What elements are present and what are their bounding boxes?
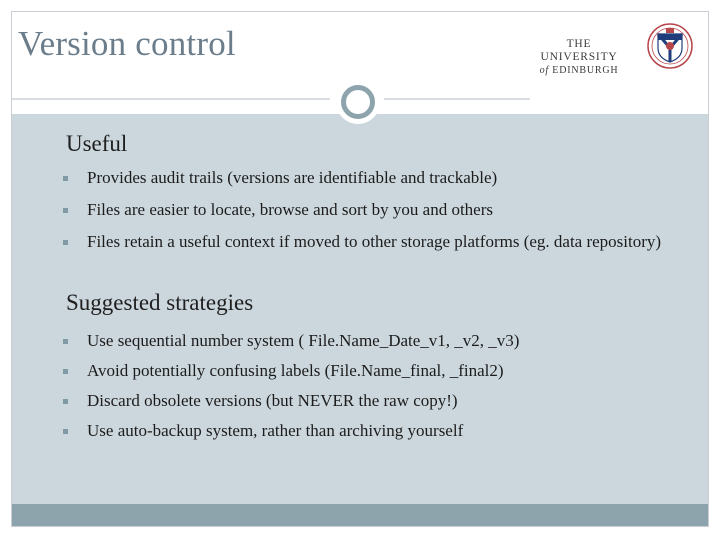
title-rule-left bbox=[12, 98, 330, 100]
logo-line-2 bbox=[527, 64, 631, 77]
bullet-marker bbox=[63, 208, 68, 213]
list-item: Discard obsolete versions (but NEVER the raw copy!) bbox=[63, 391, 519, 421]
title-rule-right bbox=[384, 98, 530, 100]
list-item: Files retain a useful context if moved to other storage platforms (eg. data repository) bbox=[63, 232, 667, 252]
logo-line-1: THE UNIVERSITY bbox=[540, 38, 618, 63]
list-item: Provides audit trails (versions are identifiable and trackable) bbox=[63, 168, 667, 200]
ring-ornament-icon bbox=[336, 80, 380, 124]
list-item: Use auto-backup system, rather than archiving yourself bbox=[63, 421, 519, 451]
bullet-marker bbox=[63, 176, 68, 181]
bullet-marker bbox=[63, 240, 68, 245]
section-heading-useful: Useful bbox=[66, 131, 128, 156]
logo-of: of bbox=[539, 65, 549, 76]
bullet-marker bbox=[63, 429, 68, 434]
footer-band bbox=[12, 504, 708, 526]
list-item: Avoid potentially confusing labels (File.Name_final, _final2) bbox=[63, 361, 519, 391]
logo-name: EDINBURGH bbox=[552, 65, 619, 76]
bullet-list-useful bbox=[63, 168, 667, 252]
list-item: Use sequential number system ( File.Name_Date_v1, _v2, _v3) bbox=[63, 331, 519, 361]
university-logo-text bbox=[527, 38, 631, 77]
section-heading-strategies: Suggested strategies bbox=[66, 290, 254, 315]
bullet-marker bbox=[63, 339, 68, 344]
slide-title: Version control bbox=[18, 24, 236, 63]
university-crest-icon bbox=[646, 20, 694, 76]
bullet-marker bbox=[63, 369, 68, 374]
bullet-list-strategies bbox=[63, 331, 519, 451]
list-item: Files are easier to locate, browse and sort by you and others bbox=[63, 200, 667, 232]
bullet-marker bbox=[63, 399, 68, 404]
